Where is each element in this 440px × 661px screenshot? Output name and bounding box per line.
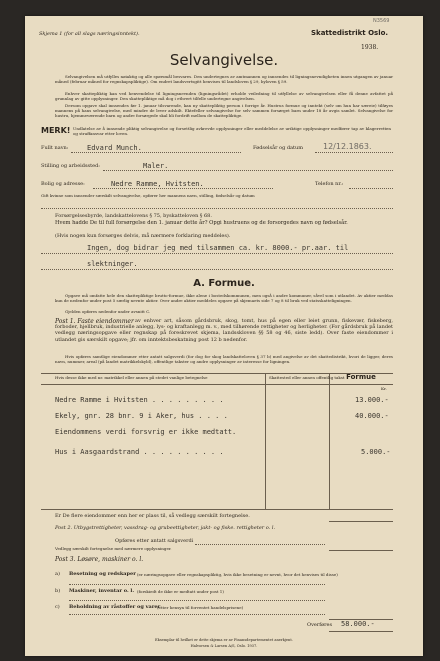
footer-approval: Eksemplar til hvilket er dette skjema er av Finansdepartementet anerkjent. — [155, 638, 293, 642]
formue-intro: Opgave må omfatte hele den skattepliktige brutto-formue, ikke alene i bostedskommunen, men også i andre kommuner, såvel som i utlandet. Av aktier meddas kun de nedenfor under post 5 særlig nevnte aktier. Over andre aktier meddeles opgave på skjemaets side 7 og 8 til bruk ved statsskatteligningen. — [55, 293, 393, 304]
tax-year: 1938. — [361, 44, 379, 51]
form-number: Skjema 1 (for all slags næringsinntekt). — [39, 31, 140, 37]
page-title: Selvangivelse. — [169, 51, 279, 69]
dependents-answer-2[interactable]: slektninger. — [87, 260, 138, 268]
formue-debt-note: Gjelden opføres nedenfor under avsnitt C. — [65, 309, 151, 314]
tax-district: Skattedistrikt Oslo. — [311, 29, 389, 37]
occupation-field[interactable]: Maler. — [143, 162, 169, 170]
property-row-description[interactable]: Nedre Ramme i Hvitsten . . . . . . . . . — [55, 396, 224, 404]
name-label: Fullt navn: — [41, 145, 69, 151]
post-1-total-line — [329, 521, 393, 522]
address-line — [93, 188, 273, 189]
intro-paragraph-1: Selvangivelsen må utfylles nøiaktig og alle spørsmål besvares. Den undertegnes av amtmannen og innsendes til ligningsnevndigheten innen utgangen av januar måned (februar måned for regnskapspliktige). Om endret landsvertsgitt henvises til landsloven § 29, byloven § 59. — [55, 74, 393, 85]
property-row-value[interactable]: 13.000.- — [355, 396, 389, 404]
dependents-line-2 — [41, 269, 393, 270]
spouse-line[interactable] — [41, 208, 393, 209]
column-header-formue: Formue — [346, 373, 376, 381]
post-3-b-label: Maskiner, inventar o. l. — [69, 588, 135, 594]
post-1-description: av enhver art, såsom gårdsbruk, skog, tomt, hus på egen eller leiet grunn, fiskevær, fiskeberg, forboder, hjellbruk, industrielle anlegg, lys- og kraftanlegg m. v., med tilhørende rettigheter og herligheter. (For gårdsbruk på landet vedlegg næringsopgave eller regnskap på foreskrevet skjema, landsskloven §§ 58 og 46, siste ledd). Over faste eiendommer i utlandet gis særskilt opgave; jfr. om inntektsbeskatning post 12 b nedenfor. — [55, 318, 393, 343]
occupation-line — [103, 170, 393, 171]
phone-field[interactable] — [349, 188, 393, 189]
post-3-title: Post 3. Løsøre, maskiner o. l. — [55, 556, 144, 563]
table-divider-2 — [329, 373, 330, 509]
married-woman-note: Gift kvinne som innsender særskilt selvangivelse, opfører her mannens navn, stilling, fødselsår og datum — [41, 193, 255, 198]
footer-printer: Halvorsen & Larsen A/S, Oslo. 1937. — [190, 644, 258, 648]
birth-field[interactable]: 12/12.1863. — [323, 142, 372, 151]
tax-form-page — [25, 16, 423, 656]
post-3-b-detail: (forskiedt de ikke er medtatt under post 1) — [137, 589, 224, 594]
post-3-c-label: Beholdning av råstoffer og varer — [69, 604, 161, 610]
phone-label: Telefon nr.: — [315, 181, 344, 187]
property-row-description[interactable]: Eiendommens verdi forsvrig er ikke medtatt. — [55, 428, 237, 436]
birth-label: Fødselsår og datum — [253, 145, 304, 151]
property-row-description[interactable]: Hus i Aasgaardstrand . . . . . . . . . . — [55, 448, 224, 456]
post-3-b-line[interactable] — [69, 600, 325, 601]
dependents-answer-1[interactable]: Ingen, dog bidrar jeg med tilsammen ca. kr. 8000.- pr.aar. til — [87, 244, 349, 252]
table-bottom-border — [41, 509, 393, 510]
column-currency: Kr. — [381, 386, 387, 391]
address-label: Bolig og adresse: — [41, 181, 85, 187]
merk-text: Undlatelse av å innsende pliktig selvangivelse og forsettlig avkrevde opplysninger eller meddelelse av uriktige opplysninger medfører tap av klagerretten og straffansvar etter loven. — [73, 126, 391, 137]
post-2-title: Post 2. Utbygstrettigheter, vassdrag- og grubeettigheter, jakt- og fiske. rettigheter o. l. — [55, 525, 276, 531]
post-3-c-line[interactable] — [69, 614, 325, 615]
column-header-valuation: Skattested eller annen offentlig takst — [269, 375, 345, 380]
archive-number: N3569 — [373, 18, 390, 24]
transfer-value[interactable]: 58.000.- — [341, 620, 375, 628]
post-1-instructions: Hvis opføres samtlige eiendommer etter antatt salgsverdi (for dog for skog landskatteloven § 37 b) med angivelse av det skattedistrikt, hvori de ligger, deres navn, nummer, areal (på landet matrikkelskyld), offentlige takster og andre opplysninger av interesse for ligningen. — [55, 354, 393, 365]
merk-label: MERK! — [41, 126, 71, 135]
birth-line — [315, 152, 393, 153]
post-3-c-detail: (etter hensyn til forventet handelsprisene) — [157, 605, 244, 610]
post-2-text: Opføres etter antatt salgsverdi — [115, 538, 194, 544]
occupation-label: Stilling og arbeidssted: — [41, 163, 100, 169]
address-field[interactable]: Nedre Ramme, Hvitsten. — [111, 180, 204, 188]
dependents-note: (Hvis nogen kun forsørges delvis, må nærmere forklaring meddeles). — [55, 233, 231, 239]
post-1-title: Post 1. Faste eiendommer — [55, 318, 134, 325]
section-a-heading: A. Formue. — [193, 278, 255, 289]
property-row-description[interactable]: Ekely, gnr. 28 bnr. 9 i Aker, hus . . . . — [55, 412, 228, 420]
intro-paragraph-3: Dersom opgave skal innsendes før 1. januar tilsvarende, kan ny skattepliktig person i forrige år. Hustrus formue og inntekt (selv om hun har særeie) tilføyes mannens på hans selvangivelse, med mindre de lever adskilt. Ektefeller selvangivelse for selv sammen forsørget barn under 18 år avgis samlet. Selvangivelse for hustru, hjemmeværende barn og andre forsørgede skal bli fordrift mellom de skattepliktige. — [55, 103, 393, 119]
post-2-total-line — [329, 550, 393, 551]
table-header-border — [41, 384, 393, 385]
post-3-a-line[interactable] — [69, 584, 325, 585]
extra-properties-note: Er De flere eiendommer enn her er plass til, så vedlegg særskilt fortegnelse. — [55, 513, 250, 519]
post-3-a-detail: (er næringsopgave eller regnskapspliktig, hvis ikke besetning er nevnt, hvor det henvises til disse) — [137, 572, 338, 577]
name-line — [71, 152, 241, 153]
dependents-heading: Forsørgelsesbyrde, landskattelovens § 75, byskatteloven § 68. — [55, 213, 212, 219]
dependents-question: Hvem hadde De til full forsørgelse den 1. januar dette år? Opgi hustruens og de forsorgedes navn og fødselsår. — [55, 220, 348, 226]
property-row-value[interactable]: 40.000.- — [355, 412, 389, 420]
post-2-sub: Vedlegg særskilt fortegnelse med nærmere opplysninger. — [55, 546, 172, 551]
property-row-value[interactable]: 5.000.- — [361, 448, 391, 456]
post-3-c-key: c) — [55, 604, 60, 610]
intro-paragraph-2: Enhver skattepliktig kan ved henvendelse til ligningsnevnden (ligningsrådet) erholde veiledning til utfyllelse av selvangivelsen eller få denne avfattet på grunnlag av gitte opplysninger. Den skattepliktige må dog i ethvert tilfelle undertegne angivelsen. — [55, 91, 393, 102]
name-field[interactable]: Edvard Munch. — [87, 144, 142, 152]
column-header-description: Hvis desse ikke med nr. matrikkel eller annen på stedet vanlige betegnelse — [55, 375, 208, 380]
post-2-line — [195, 544, 325, 545]
post-3-b-key: b) — [55, 588, 61, 594]
dependents-line-1 — [41, 253, 393, 254]
post-3-a-label: Besetning og redskaper — [69, 571, 136, 577]
table-divider-1 — [265, 373, 266, 509]
transfer-label: Overføres — [307, 622, 333, 628]
transfer-bottom-line — [329, 631, 393, 632]
post-3-a-key: a) — [55, 571, 60, 577]
